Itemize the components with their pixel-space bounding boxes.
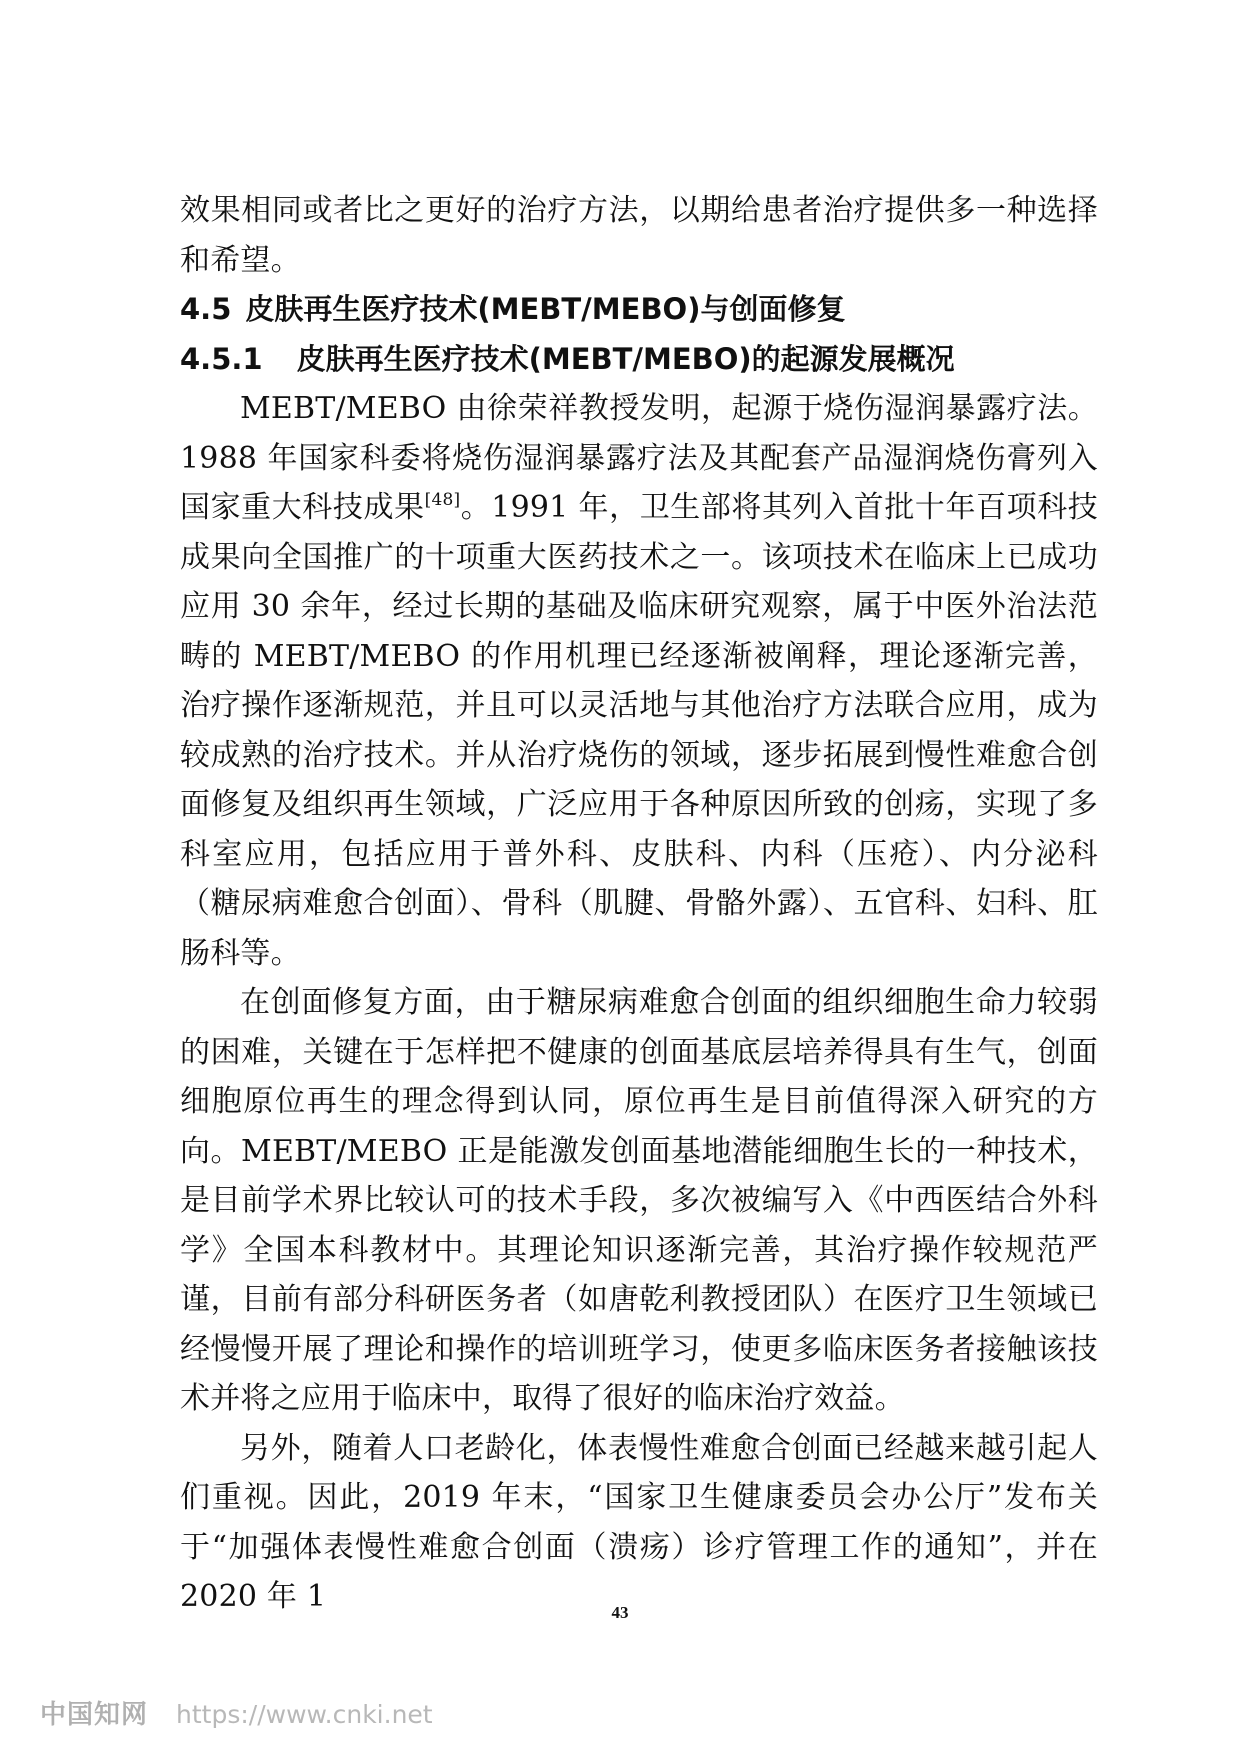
watermark-logo: 中国知网	[40, 1700, 149, 1730]
page-content	[180, 186, 1098, 1622]
body-paragraph-origin	[180, 384, 1098, 978]
watermark-url: https://www.cnki.net	[176, 1700, 433, 1729]
section-title: 皮肤再生医疗技术(MEBT/MEBO)与创面修复	[245, 292, 846, 326]
paragraph-text: MEBT/MEBO 由徐荣祥教授发明，起源于烧伤湿润暴露疗法。1988 年国家科委将烧伤湿润暴露疗法及其配套产品湿润烧伤膏列入国家重大科技成果	[180, 391, 1098, 525]
section-number: 4.5	[180, 292, 232, 326]
subsection-number: 4.5.1	[180, 341, 263, 376]
page-number: 43	[611, 1603, 629, 1622]
section-heading	[180, 285, 1098, 335]
body-paragraph-aging: 另外，随着人口老龄化，体表慢性难愈合创面已经越来越引起人们重视。因此，2019 年末，“国家卫生健康委员会办公厅”发布关于“加强体表慢性难愈合创面（溃疡）诊疗管理工作的通知”，并在 2020 年 1	[180, 1430, 1098, 1614]
watermark	[40, 1694, 433, 1731]
citation-ref: [48]	[424, 490, 461, 510]
body-paragraph-wound-repair: 在创面修复方面，由于糖尿病难愈合创面的组织细胞生命力较弱的困难，关键在于怎样把不健康的创面基底层培养得具有生气，创面细胞原位再生的理念得到认同，原位再生是目前值得深入研究的方向。MEBT/MEBO 正是能激发创面基地潜能细胞生长的一种技术，是目前学术界比较认可的技术手段，多次被编写入《中西医结合外科学》全国本科教材中。其理论知识逐渐完善，其治疗操作较规范严谨，目前有部分科研医务者（如唐乾利教授团队）在医疗卫生领域已经慢慢开展了理论和操作的培训班学习，使更多临床医务者接触该技术并将之应用于临床中，取得了很好的临床治疗效益。	[180, 985, 1098, 1416]
subsection-heading	[180, 335, 1098, 385]
continued-paragraph: 效果相同或者比之更好的治疗方法，以期给患者治疗提供多一种选择和希望。	[180, 193, 1098, 278]
paragraph-text: 。1991 年，卫生部将其列入首批十年百项科技成果向全国推广的十项重大医药技术之一。该项技术在临床上已成功应用 30 余年，经过长期的基础及临床研究观察，属于中医外治法范畴的 MEBT/MEBO 的作用机理已经逐渐被阐释，理论逐渐完善，治疗操作逐渐规范，并且可以灵活地与其他治疗方法联合应用，成为较成熟的治疗技术。并从治疗烧伤的领域，逐步拓展到慢性难愈合创面修复及组织再生领域，广泛应用于各种原因所致的创疡，实现了多科室应用，包括应用于普外科、皮肤科、内科（压疮）、内分泌科（糖尿病难愈合创面）、骨科（肌腱、骨骼外露）、五官科、妇科、肛肠科等。	[180, 490, 1098, 971]
subsection-title: 皮肤再生医疗技术(MEBT/MEBO)的起源发展概况	[296, 341, 955, 376]
